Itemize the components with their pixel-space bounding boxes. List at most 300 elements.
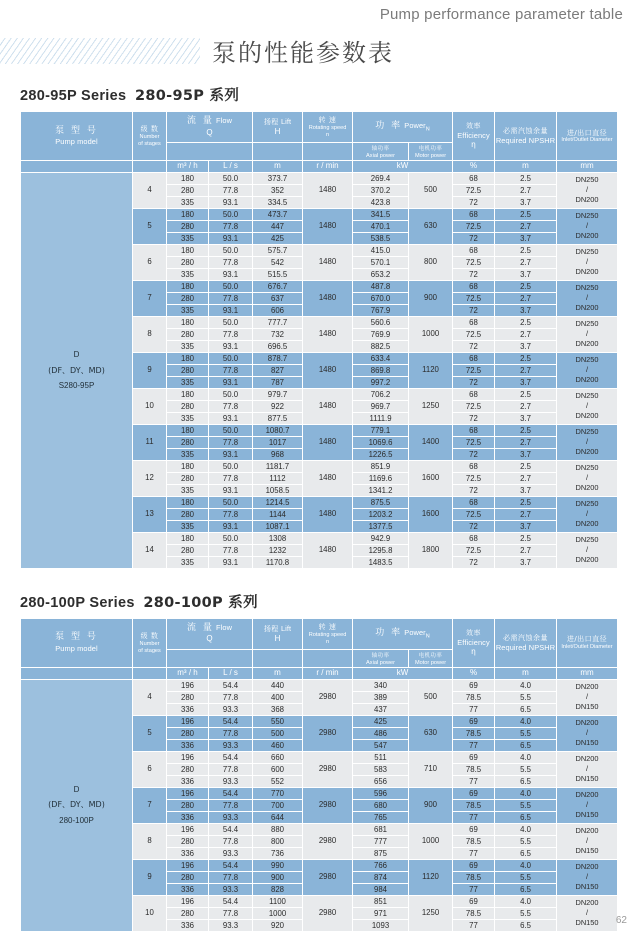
- lift-cell: 447: [253, 220, 303, 232]
- flow-ls-cell: 77.8: [209, 400, 253, 412]
- unit-power: kW: [353, 160, 453, 172]
- motor-power-cell: 710: [409, 751, 453, 787]
- lift-cell: 1144: [253, 508, 303, 520]
- efficiency-cell: 77: [453, 739, 495, 751]
- col-header-axial-power: 轴功率 Axial power: [353, 649, 409, 667]
- flow-m3h-cell: 196: [167, 859, 209, 871]
- efficiency-cell: 77: [453, 919, 495, 931]
- npshr-cell: 2.7: [495, 436, 557, 448]
- col-header-efficiency: 效率 Efficiency η: [453, 112, 495, 161]
- npshr-cell: 5.5: [495, 727, 557, 739]
- lift-cell: 660: [253, 751, 303, 763]
- motor-power-cell: 630: [409, 715, 453, 751]
- npshr-cell: 2.7: [495, 400, 557, 412]
- page-header: [0, 0, 637, 84]
- col-header-stages: 级 数 Number of stages: [133, 112, 167, 161]
- efficiency-cell: 72.5: [453, 472, 495, 484]
- pump-model-line3: S280-95P: [58, 380, 95, 390]
- rotating-speed-cell: 1480: [303, 532, 353, 568]
- axial-power-cell: 1377.5: [353, 520, 409, 532]
- axial-power-cell: 1295.8: [353, 544, 409, 556]
- flow-m3h-cell: 180: [167, 388, 209, 400]
- flow-m3h-cell: 335: [167, 196, 209, 208]
- diameter-cell: DN250 / DN200: [557, 244, 618, 280]
- lift-cell: 368: [253, 703, 303, 715]
- npshr-cell: 2.5: [495, 316, 557, 328]
- rotating-speed-cell: 1480: [303, 208, 353, 244]
- stages-cell: 11: [133, 424, 167, 460]
- efficiency-cell: 77: [453, 847, 495, 859]
- unit-power: kW: [353, 667, 453, 679]
- stages-cell: 4: [133, 679, 167, 715]
- npshr-cell: 3.7: [495, 340, 557, 352]
- flow-m3h-cell: 336: [167, 847, 209, 859]
- diameter-cell: DN250 / DN200: [557, 280, 618, 316]
- rotating-speed-cell: 2980: [303, 679, 353, 715]
- npshr-cell: 2.7: [495, 256, 557, 268]
- flow-m3h-cell: 180: [167, 532, 209, 544]
- unit-npshr: m: [495, 160, 557, 172]
- npshr-cell: 2.5: [495, 172, 557, 184]
- table-row: [21, 679, 618, 691]
- diameter-cell: DN250 / DN200: [557, 496, 618, 532]
- motor-power-cell: 1600: [409, 496, 453, 532]
- rotating-speed-cell: 1480: [303, 352, 353, 388]
- efficiency-cell: 77: [453, 811, 495, 823]
- npshr-cell: 2.7: [495, 292, 557, 304]
- efficiency-cell: 68: [453, 172, 495, 184]
- col-header-flow: 流 量 Flow Q: [167, 112, 253, 143]
- col-header-efficiency: 效率 Efficiency η: [453, 618, 495, 667]
- lift-cell: 700: [253, 799, 303, 811]
- lift-cell: 770: [253, 787, 303, 799]
- flow-ls-cell: 77.8: [209, 544, 253, 556]
- lift-cell: 880: [253, 823, 303, 835]
- stages-cell: 14: [133, 532, 167, 568]
- flow-ls-cell: 93.1: [209, 520, 253, 532]
- rotating-speed-cell: 1480: [303, 280, 353, 316]
- flow-ls-cell: 50.0: [209, 172, 253, 184]
- axial-power-cell: 415.0: [353, 244, 409, 256]
- efficiency-cell: 78.5: [453, 727, 495, 739]
- rotating-speed-cell: 2980: [303, 859, 353, 895]
- series-title-en: 280-95P Series: [20, 88, 127, 104]
- flow-m3h-cell: 280: [167, 544, 209, 556]
- efficiency-cell: 72: [453, 556, 495, 568]
- axial-power-cell: 777: [353, 835, 409, 847]
- npshr-cell: 2.5: [495, 496, 557, 508]
- table-section-1: [0, 84, 637, 569]
- unit-flow-ls: L / s: [209, 160, 253, 172]
- flow-ls-cell: 77.8: [209, 727, 253, 739]
- col-header-flow-spacer: [167, 649, 253, 667]
- axial-power-cell: 547: [353, 739, 409, 751]
- flow-ls-cell: 50.0: [209, 388, 253, 400]
- axial-power-cell: 779.1: [353, 424, 409, 436]
- efficiency-cell: 72.5: [453, 400, 495, 412]
- axial-power-cell: 851: [353, 895, 409, 907]
- npshr-cell: 3.7: [495, 520, 557, 532]
- lift-cell: 877.5: [253, 412, 303, 424]
- flow-m3h-cell: 280: [167, 184, 209, 196]
- unit-efficiency: %: [453, 667, 495, 679]
- flow-ls-cell: 77.8: [209, 292, 253, 304]
- efficiency-cell: 72.5: [453, 292, 495, 304]
- efficiency-cell: 78.5: [453, 907, 495, 919]
- motor-power-cell: 800: [409, 244, 453, 280]
- flow-m3h-cell: 180: [167, 424, 209, 436]
- npshr-cell: 6.5: [495, 703, 557, 715]
- flow-ls-cell: 77.8: [209, 220, 253, 232]
- flow-ls-cell: 54.4: [209, 679, 253, 691]
- efficiency-cell: 72: [453, 448, 495, 460]
- axial-power-cell: 269.4: [353, 172, 409, 184]
- flow-ls-cell: 50.0: [209, 460, 253, 472]
- lift-cell: 1181.7: [253, 460, 303, 472]
- motor-power-cell: 1250: [409, 895, 453, 931]
- lift-cell: 732: [253, 328, 303, 340]
- npshr-cell: 3.7: [495, 484, 557, 496]
- unit-efficiency: %: [453, 160, 495, 172]
- flow-m3h-cell: 280: [167, 436, 209, 448]
- axial-power-cell: 570.1: [353, 256, 409, 268]
- col-header-diameter: 进/出口直径 Inlet/Outlet Diameter: [557, 112, 618, 161]
- col-header-lift: 扬程 Lift H: [253, 112, 303, 143]
- motor-power-cell: 900: [409, 787, 453, 823]
- diameter-cell: DN250 / DN200: [557, 172, 618, 208]
- npshr-cell: 4.0: [495, 823, 557, 835]
- efficiency-cell: 72.5: [453, 256, 495, 268]
- col-header-pump-model: 泵 型 号 Pump model: [21, 112, 133, 161]
- flow-m3h-cell: 180: [167, 208, 209, 220]
- npshr-cell: 5.5: [495, 907, 557, 919]
- axial-power-cell: 767.9: [353, 304, 409, 316]
- flow-m3h-cell: 336: [167, 883, 209, 895]
- flow-ls-cell: 93.1: [209, 556, 253, 568]
- axial-power-cell: 538.5: [353, 232, 409, 244]
- lift-cell: 1100: [253, 895, 303, 907]
- col-header-diameter: 进/出口直径 Inlet/Outlet Diameter: [557, 618, 618, 667]
- efficiency-cell: 77: [453, 775, 495, 787]
- diameter-cell: DN250 / DN200: [557, 352, 618, 388]
- npshr-cell: 2.7: [495, 544, 557, 556]
- efficiency-cell: 68: [453, 352, 495, 364]
- flow-m3h-cell: 335: [167, 556, 209, 568]
- lift-cell: 542: [253, 256, 303, 268]
- npshr-cell: 3.7: [495, 448, 557, 460]
- flow-m3h-cell: 280: [167, 727, 209, 739]
- flow-m3h-cell: 335: [167, 412, 209, 424]
- axial-power-cell: 1483.5: [353, 556, 409, 568]
- flow-ls-cell: 93.1: [209, 412, 253, 424]
- flow-m3h-cell: 280: [167, 256, 209, 268]
- unit-pump-model: [21, 160, 133, 172]
- pump-model-cell: [21, 172, 133, 568]
- pump-model-line2: (DF、DY、MD): [48, 800, 105, 810]
- rotating-speed-cell: 2980: [303, 715, 353, 751]
- axial-power-cell: 680: [353, 799, 409, 811]
- axial-power-cell: 423.8: [353, 196, 409, 208]
- axial-power-cell: 1111.9: [353, 412, 409, 424]
- axial-power-cell: 706.2: [353, 388, 409, 400]
- axial-power-cell: 437: [353, 703, 409, 715]
- table-section-2: [0, 569, 637, 932]
- axial-power-cell: 653.2: [353, 268, 409, 280]
- flow-ls-cell: 50.0: [209, 424, 253, 436]
- flow-m3h-cell: 336: [167, 919, 209, 931]
- lift-cell: 552: [253, 775, 303, 787]
- lift-cell: 800: [253, 835, 303, 847]
- unit-flow-m3h: m³ / h: [167, 667, 209, 679]
- axial-power-cell: 766: [353, 859, 409, 871]
- motor-power-cell: 1600: [409, 460, 453, 496]
- efficiency-cell: 68: [453, 280, 495, 292]
- col-header-motor-power: 电机功率 Motor power: [409, 649, 453, 667]
- flow-ls-cell: 93.1: [209, 484, 253, 496]
- flow-ls-cell: 50.0: [209, 244, 253, 256]
- stages-cell: 10: [133, 388, 167, 424]
- npshr-cell: 6.5: [495, 883, 557, 895]
- axial-power-cell: 633.4: [353, 352, 409, 364]
- rotating-speed-cell: 1480: [303, 424, 353, 460]
- rotating-speed-cell: 1480: [303, 496, 353, 532]
- diameter-cell: DN250 / DN200: [557, 424, 618, 460]
- flow-ls-cell: 77.8: [209, 256, 253, 268]
- efficiency-cell: 72: [453, 196, 495, 208]
- flow-ls-cell: 77.8: [209, 835, 253, 847]
- axial-power-cell: 1226.5: [353, 448, 409, 460]
- unit-diameter: mm: [557, 160, 618, 172]
- flow-m3h-cell: 335: [167, 376, 209, 388]
- efficiency-cell: 72.5: [453, 364, 495, 376]
- flow-m3h-cell: 336: [167, 703, 209, 715]
- col-header-lift: 扬程 Lift H: [253, 618, 303, 649]
- efficiency-cell: 69: [453, 679, 495, 691]
- efficiency-cell: 68: [453, 244, 495, 256]
- axial-power-cell: 583: [353, 763, 409, 775]
- efficiency-cell: 68: [453, 208, 495, 220]
- efficiency-cell: 78.5: [453, 835, 495, 847]
- npshr-cell: 6.5: [495, 847, 557, 859]
- npshr-cell: 3.7: [495, 376, 557, 388]
- rotating-speed-cell: 1480: [303, 316, 353, 352]
- efficiency-cell: 72.5: [453, 544, 495, 556]
- lift-cell: 606: [253, 304, 303, 316]
- npshr-cell: 3.7: [495, 232, 557, 244]
- axial-power-cell: 560.6: [353, 316, 409, 328]
- flow-ls-cell: 93.1: [209, 448, 253, 460]
- npshr-cell: 5.5: [495, 691, 557, 703]
- unit-stages: [133, 667, 167, 679]
- flow-m3h-cell: 180: [167, 172, 209, 184]
- lift-cell: 990: [253, 859, 303, 871]
- lift-cell: 1017: [253, 436, 303, 448]
- lift-cell: 878.7: [253, 352, 303, 364]
- axial-power-cell: 340: [353, 679, 409, 691]
- efficiency-cell: 69: [453, 895, 495, 907]
- col-header-pump-model: 泵 型 号 Pump model: [21, 618, 133, 667]
- efficiency-cell: 72: [453, 340, 495, 352]
- efficiency-cell: 68: [453, 388, 495, 400]
- diameter-cell: DN200 / DN150: [557, 715, 618, 751]
- lift-cell: 828: [253, 883, 303, 895]
- efficiency-cell: 78.5: [453, 691, 495, 703]
- npshr-cell: 4.0: [495, 787, 557, 799]
- unit-speed: r / min: [303, 160, 353, 172]
- flow-ls-cell: 54.4: [209, 823, 253, 835]
- npshr-cell: 2.5: [495, 280, 557, 292]
- lift-cell: 922: [253, 400, 303, 412]
- unit-lift: m: [253, 667, 303, 679]
- axial-power-cell: 869.8: [353, 364, 409, 376]
- lift-cell: 787: [253, 376, 303, 388]
- diameter-cell: DN200 / DN150: [557, 787, 618, 823]
- flow-m3h-cell: 335: [167, 304, 209, 316]
- flow-ls-cell: 93.3: [209, 919, 253, 931]
- npshr-cell: 2.5: [495, 352, 557, 364]
- flow-m3h-cell: 336: [167, 775, 209, 787]
- npshr-cell: 2.5: [495, 424, 557, 436]
- lift-cell: 373.7: [253, 172, 303, 184]
- series-title-cn: 280-100P 系列: [143, 594, 258, 611]
- flow-m3h-cell: 335: [167, 340, 209, 352]
- flow-ls-cell: 50.0: [209, 532, 253, 544]
- npshr-cell: 4.0: [495, 679, 557, 691]
- stages-cell: 13: [133, 496, 167, 532]
- flow-ls-cell: 77.8: [209, 184, 253, 196]
- page-number: 62: [615, 915, 627, 926]
- efficiency-cell: 78.5: [453, 871, 495, 883]
- col-header-motor-power: 电机功率 Motor power: [409, 143, 453, 161]
- col-header-lift-spacer: [253, 143, 303, 161]
- flow-m3h-cell: 280: [167, 763, 209, 775]
- efficiency-cell: 72.5: [453, 184, 495, 196]
- flow-ls-cell: 50.0: [209, 352, 253, 364]
- axial-power-cell: 765: [353, 811, 409, 823]
- lift-cell: 440: [253, 679, 303, 691]
- flow-m3h-cell: 196: [167, 823, 209, 835]
- flow-ls-cell: 93.1: [209, 268, 253, 280]
- flow-m3h-cell: 335: [167, 232, 209, 244]
- npshr-cell: 2.5: [495, 244, 557, 256]
- axial-power-cell: 389: [353, 691, 409, 703]
- axial-power-cell: 341.5: [353, 208, 409, 220]
- npshr-cell: 4.0: [495, 751, 557, 763]
- lift-cell: 460: [253, 739, 303, 751]
- table-header-row-units: [21, 667, 618, 679]
- axial-power-cell: 670.0: [353, 292, 409, 304]
- flow-ls-cell: 77.8: [209, 472, 253, 484]
- npshr-cell: 4.0: [495, 859, 557, 871]
- diameter-cell: DN200 / DN150: [557, 895, 618, 931]
- motor-power-cell: 900: [409, 280, 453, 316]
- flow-m3h-cell: 280: [167, 907, 209, 919]
- npshr-cell: 3.7: [495, 412, 557, 424]
- flow-ls-cell: 77.8: [209, 508, 253, 520]
- lift-cell: 1112: [253, 472, 303, 484]
- flow-m3h-cell: 280: [167, 328, 209, 340]
- npshr-cell: 5.5: [495, 763, 557, 775]
- flow-m3h-cell: 335: [167, 268, 209, 280]
- flow-m3h-cell: 196: [167, 895, 209, 907]
- performance-table-1: [20, 111, 618, 569]
- col-header-axial-power: 轴功率 Axial power: [353, 143, 409, 161]
- stages-cell: 8: [133, 823, 167, 859]
- stages-cell: 6: [133, 244, 167, 280]
- flow-m3h-cell: 180: [167, 460, 209, 472]
- section-title-1: [20, 84, 637, 105]
- motor-power-cell: 1000: [409, 316, 453, 352]
- flow-ls-cell: 77.8: [209, 328, 253, 340]
- flow-ls-cell: 93.3: [209, 883, 253, 895]
- unit-diameter: mm: [557, 667, 618, 679]
- npshr-cell: 2.7: [495, 184, 557, 196]
- page-title-english: Pump performance parameter table: [379, 6, 623, 23]
- npshr-cell: 4.0: [495, 715, 557, 727]
- lift-cell: 1080.7: [253, 424, 303, 436]
- unit-speed: r / min: [303, 667, 353, 679]
- axial-power-cell: 486: [353, 727, 409, 739]
- axial-power-cell: 425: [353, 715, 409, 727]
- stages-cell: 9: [133, 352, 167, 388]
- efficiency-cell: 72.5: [453, 220, 495, 232]
- col-header-flow: 流 量 Flow Q: [167, 618, 253, 649]
- stages-cell: 12: [133, 460, 167, 496]
- efficiency-cell: 72.5: [453, 508, 495, 520]
- lift-cell: 1170.8: [253, 556, 303, 568]
- efficiency-cell: 68: [453, 532, 495, 544]
- axial-power-cell: 971: [353, 907, 409, 919]
- col-header-npshr: 必需汽蚀余量 Required NPSHR: [495, 618, 557, 667]
- table-sections: [0, 84, 637, 932]
- flow-m3h-cell: 196: [167, 787, 209, 799]
- diameter-cell: DN200 / DN150: [557, 859, 618, 895]
- col-header-power: 功 率 Power$_N$: [353, 618, 453, 649]
- flow-m3h-cell: 335: [167, 484, 209, 496]
- col-header-lift-spacer: [253, 649, 303, 667]
- lift-cell: 600: [253, 763, 303, 775]
- rotating-speed-cell: 1480: [303, 388, 353, 424]
- efficiency-cell: 72: [453, 268, 495, 280]
- npshr-cell: 2.7: [495, 472, 557, 484]
- axial-power-cell: 487.8: [353, 280, 409, 292]
- axial-power-cell: 1341.2: [353, 484, 409, 496]
- lift-cell: 425: [253, 232, 303, 244]
- axial-power-cell: 1203.2: [353, 508, 409, 520]
- efficiency-cell: 72.5: [453, 328, 495, 340]
- flow-ls-cell: 50.0: [209, 280, 253, 292]
- table-header-row-main: [21, 112, 618, 143]
- flow-m3h-cell: 280: [167, 799, 209, 811]
- diameter-cell: DN200 / DN150: [557, 751, 618, 787]
- npshr-cell: 3.7: [495, 268, 557, 280]
- flow-m3h-cell: 280: [167, 871, 209, 883]
- flow-ls-cell: 77.8: [209, 364, 253, 376]
- flow-ls-cell: 77.8: [209, 799, 253, 811]
- diameter-cell: DN250 / DN200: [557, 316, 618, 352]
- rotating-speed-cell: 2980: [303, 751, 353, 787]
- npshr-cell: 6.5: [495, 919, 557, 931]
- npshr-cell: 2.5: [495, 532, 557, 544]
- stages-cell: 10: [133, 895, 167, 931]
- table-header-row-main: [21, 618, 618, 649]
- axial-power-cell: 969.7: [353, 400, 409, 412]
- lift-cell: 550: [253, 715, 303, 727]
- motor-power-cell: 1120: [409, 352, 453, 388]
- col-header-rotating-speed: 转 速 Rotating speed n: [303, 112, 353, 143]
- flow-ls-cell: 54.4: [209, 895, 253, 907]
- rotating-speed-cell: 2980: [303, 823, 353, 859]
